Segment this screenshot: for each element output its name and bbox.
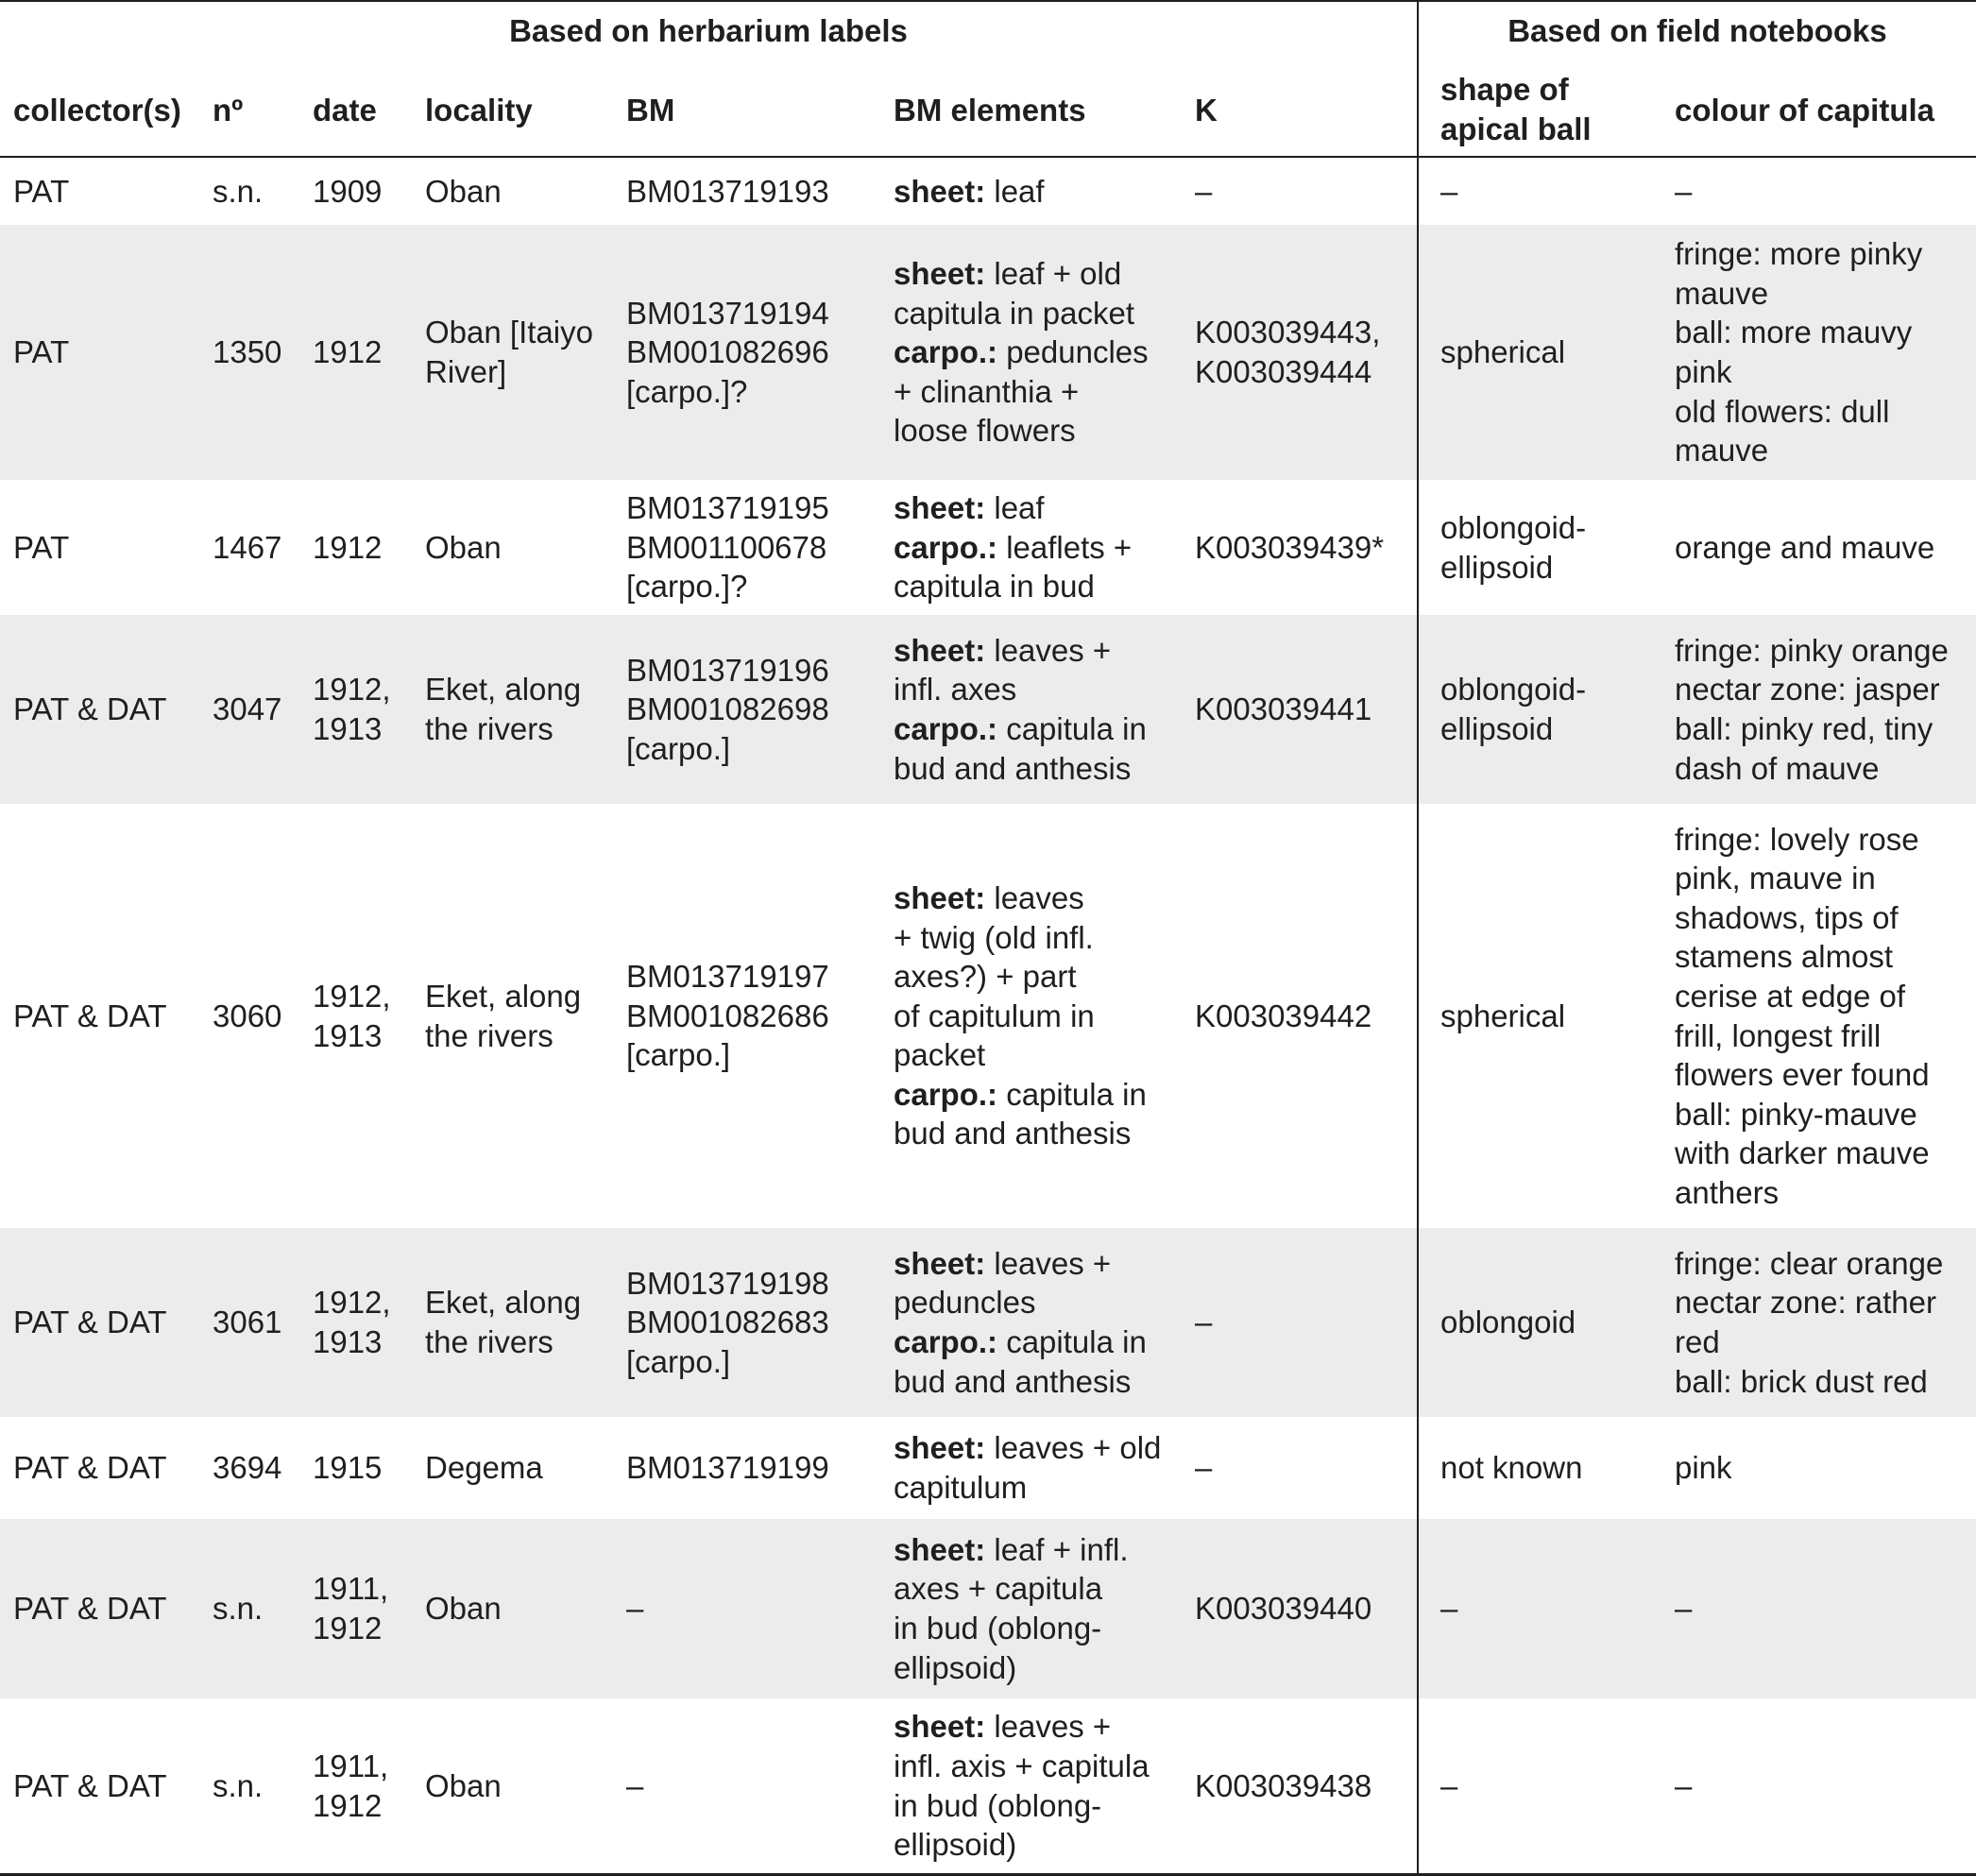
number-cell: 3060 bbox=[213, 998, 282, 1033]
element-label: carpo.: bbox=[894, 1076, 998, 1112]
locality-cell: Oban bbox=[425, 529, 502, 565]
collector-cell: PAT & DAT bbox=[13, 1591, 167, 1627]
collector-cell: PAT & DAT bbox=[13, 1767, 167, 1803]
element-label: carpo.: bbox=[894, 711, 998, 746]
collector-cell: PAT bbox=[13, 173, 70, 209]
top-rule bbox=[0, 0, 1976, 2]
group-header-field: Based on field notebooks bbox=[1508, 13, 1887, 48]
bm-cell: – bbox=[626, 1591, 644, 1627]
k-cell: K003039442 bbox=[1195, 998, 1372, 1033]
bm-cell: BM013719193 bbox=[626, 173, 829, 209]
bm-cell: BM013719199 bbox=[626, 1450, 829, 1486]
bm-cell: BM013719195 BM001100678 [carpo.]? bbox=[626, 490, 829, 605]
bm-elements-cell: sheet: leaf + infl. axes + capitula in bud (oblong- ellipsoid) bbox=[894, 1531, 1129, 1685]
shape-cell: – bbox=[1440, 1767, 1458, 1803]
colour-cell: fringe: lovely rose pink, mauve in shadows, tips of stamens almost cerise at edge of frill, longest frill flowers ever found ball: pinky-mauve with darker mauve anthers bbox=[1675, 821, 1930, 1210]
bm-elements-cell: sheet: leaves + infl. axis + capitula in bud (oblong- ellipsoid) bbox=[894, 1709, 1150, 1863]
collector-cell: PAT & DAT bbox=[13, 1305, 167, 1340]
column-header-bm: BM bbox=[626, 93, 675, 128]
element-label: sheet: bbox=[894, 632, 986, 668]
group-divider bbox=[1417, 0, 1419, 1876]
element-label: sheet: bbox=[894, 490, 986, 526]
collector-cell: PAT bbox=[13, 529, 70, 565]
shape-cell: oblongoid- ellipsoid bbox=[1440, 509, 1587, 585]
number-cell: s.n. bbox=[213, 173, 264, 209]
k-cell: – bbox=[1195, 1450, 1213, 1486]
date-cell: 1911, 1912 bbox=[313, 1748, 389, 1823]
element-label: sheet: bbox=[894, 879, 986, 915]
element-label: carpo.: bbox=[894, 334, 998, 370]
locality-cell: Oban bbox=[425, 173, 502, 209]
bm-elements-cell: sheet: leaf carpo.: leaflets + capitula in bud bbox=[894, 490, 1133, 605]
element-label: sheet: bbox=[894, 1709, 986, 1745]
locality-cell: Eket, along the rivers bbox=[425, 1285, 582, 1359]
shape-cell: oblongoid- ellipsoid bbox=[1440, 672, 1587, 746]
colour-cell: – bbox=[1675, 173, 1693, 209]
date-cell: 1912, 1913 bbox=[313, 978, 391, 1053]
date-cell: 1911, 1912 bbox=[313, 1571, 389, 1646]
date-cell: 1912 bbox=[313, 334, 383, 370]
bm-cell: BM013719196 BM001082698 [carpo.] bbox=[626, 652, 829, 766]
shape-cell: not known bbox=[1440, 1450, 1583, 1486]
colour-cell: orange and mauve bbox=[1675, 529, 1935, 565]
k-cell: K003039439* bbox=[1195, 529, 1385, 565]
bm-elements-cell: sheet: leaf bbox=[894, 173, 1045, 209]
column-header-locality: locality bbox=[425, 93, 533, 128]
bm-cell: – bbox=[626, 1767, 644, 1803]
element-label: sheet: bbox=[894, 1430, 986, 1466]
group-header-herbarium: Based on herbarium labels bbox=[509, 13, 908, 48]
date-cell: 1912 bbox=[313, 529, 383, 565]
date-cell: 1912, 1913 bbox=[313, 672, 391, 746]
bm-elements-cell: sheet: leaf + old capitula in packet carpo.: peduncles + clinanthia + loose flowers bbox=[894, 256, 1149, 449]
date-cell: 1912, 1913 bbox=[313, 1285, 391, 1359]
number-cell: 3694 bbox=[213, 1450, 282, 1486]
collector-cell: PAT & DAT bbox=[13, 998, 167, 1033]
column-header-bm-elements: BM elements bbox=[894, 93, 1086, 128]
bm-cell: BM013719194 BM001082696 [carpo.]? bbox=[626, 295, 829, 409]
bm-elements-cell: sheet: leaves + peduncles carpo.: capitula in bud and anthesis bbox=[894, 1245, 1147, 1399]
number-cell: s.n. bbox=[213, 1767, 264, 1803]
element-label: sheet: bbox=[894, 173, 986, 209]
column-header-shape: shape of apical ball bbox=[1440, 72, 1592, 146]
k-cell: – bbox=[1195, 1305, 1213, 1340]
shape-cell: oblongoid bbox=[1440, 1305, 1576, 1340]
colour-cell: – bbox=[1675, 1767, 1693, 1803]
shape-cell: spherical bbox=[1440, 334, 1566, 370]
element-label: sheet: bbox=[894, 1245, 986, 1281]
number-cell: 1350 bbox=[213, 334, 282, 370]
shape-cell: – bbox=[1440, 173, 1458, 209]
locality-cell: Oban bbox=[425, 1591, 502, 1627]
colour-cell: fringe: clear orange nectar zone: rather red ball: brick dust red bbox=[1675, 1245, 1944, 1399]
bm-elements-cell: sheet: leaves + old capitulum bbox=[894, 1430, 1162, 1505]
colour-cell: pink bbox=[1675, 1450, 1732, 1486]
locality-cell: Oban [Itaiyo River] bbox=[425, 315, 593, 389]
locality-cell: Degema bbox=[425, 1450, 543, 1486]
date-cell: 1915 bbox=[313, 1450, 383, 1486]
date-cell: 1909 bbox=[313, 173, 383, 209]
column-header-collector: collector(s) bbox=[13, 93, 181, 128]
k-cell: K003039438 bbox=[1195, 1767, 1372, 1803]
locality-cell: Eket, along the rivers bbox=[425, 978, 582, 1053]
bm-elements-cell: sheet: leaves + infl. axes carpo.: capitula in bud and anthesis bbox=[894, 632, 1147, 786]
column-header-number: nº bbox=[213, 93, 244, 128]
element-label: carpo.: bbox=[894, 1324, 998, 1359]
number-cell: 3047 bbox=[213, 691, 282, 727]
column-header-date: date bbox=[313, 93, 377, 128]
colour-cell: fringe: more pinky mauve ball: more mauvy pink old flowers: dull mauve bbox=[1675, 236, 1923, 469]
colour-cell: fringe: pinky orange nectar zone: jasper ball: pinky red, tiny dash of mauve bbox=[1675, 632, 1949, 786]
locality-cell: Oban bbox=[425, 1767, 502, 1803]
column-header-k: K bbox=[1195, 93, 1218, 128]
number-cell: s.n. bbox=[213, 1591, 264, 1627]
number-cell: 3061 bbox=[213, 1305, 282, 1340]
bm-cell: BM013719198 BM001082683 [carpo.] bbox=[626, 1265, 829, 1379]
element-label: sheet: bbox=[894, 1531, 986, 1567]
colour-cell: – bbox=[1675, 1591, 1693, 1627]
element-label: carpo.: bbox=[894, 529, 998, 565]
locality-cell: Eket, along the rivers bbox=[425, 672, 582, 746]
shape-cell: spherical bbox=[1440, 998, 1566, 1033]
k-cell: K003039443, K003039444 bbox=[1195, 315, 1381, 389]
collector-cell: PAT bbox=[13, 334, 70, 370]
shape-cell: – bbox=[1440, 1591, 1458, 1627]
bm-elements-cell: sheet: leaves + twig (old infl. axes?) + part of capitulum in packet carpo.: capitula in bud and anthesis bbox=[894, 879, 1147, 1151]
k-cell: K003039440 bbox=[1195, 1591, 1372, 1627]
collector-cell: PAT & DAT bbox=[13, 1450, 167, 1486]
collector-cell: PAT & DAT bbox=[13, 691, 167, 727]
bm-cell: BM013719197 BM001082686 [carpo.] bbox=[626, 959, 829, 1073]
element-label: sheet: bbox=[894, 256, 986, 292]
k-cell: – bbox=[1195, 173, 1213, 209]
k-cell: K003039441 bbox=[1195, 691, 1372, 727]
column-header-colour: colour of capitula bbox=[1675, 93, 1935, 128]
number-cell: 1467 bbox=[213, 529, 282, 565]
